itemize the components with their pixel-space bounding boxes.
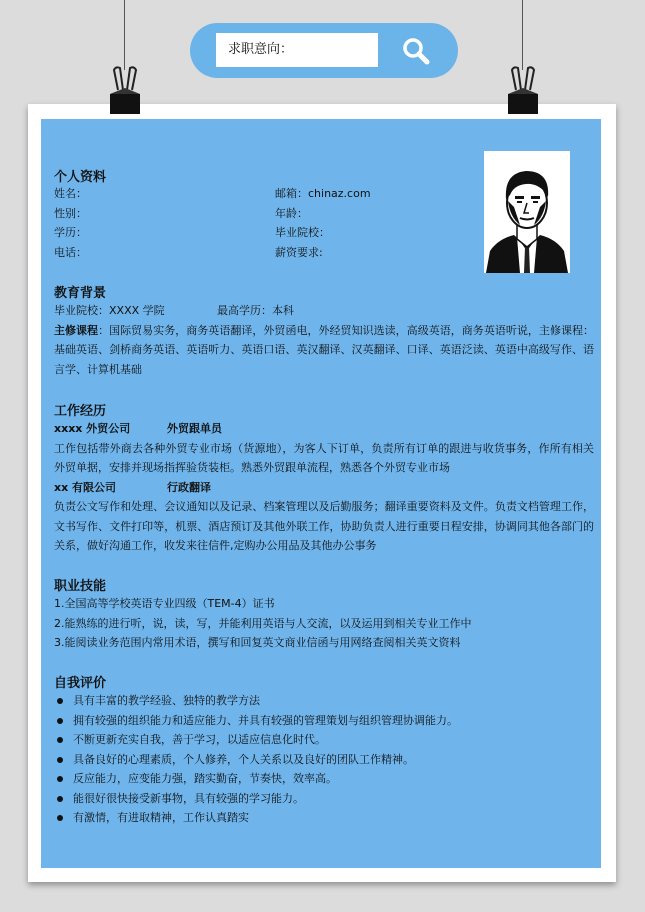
list-item: 能很好很快接受新事物，具有较强的学习能力。	[54, 789, 458, 809]
email-field: 邮箱：chinaz.com	[275, 187, 371, 200]
name-field: 姓名：	[54, 187, 87, 200]
skills-title: 职业技能	[54, 579, 107, 594]
list-item: 拥有较强的组织能力和适应能力、并具有较强的管理策划与组织管理协调能力。	[54, 711, 458, 731]
job-2-description: 负责公文写作和处理、会议通知以及记录、档案管理以及后勤服务；翻译重要资料及文件。负责文档管理工作，文书写作、文件打印等，机票、酒店预订及其他外联工作，协助负责人进行重要日程安排，协调同其他各部门的关系，做好沟通工作，收发来往信件,定购办公用品及其他办公事务	[54, 500, 594, 552]
job-1-company: xxxx 外贸公司	[54, 422, 131, 435]
search-button[interactable]	[396, 32, 436, 70]
self-evaluation-title: 自我评价	[54, 676, 107, 691]
major-courses-text: ：国际贸易实务，商务英语翻译，外贸函电，外经贸知识选读，高级英语，商务英语听说，主修课程：基础英语、剑桥商务英语、英语听力、英语口语、英汉翻译、汉英翻译、口译、英语泛读、英语中高级写作、语言学、计算机基础	[54, 323, 595, 376]
skill-item-1: 1.全国高等学校英语专业四级（TEM-4）证书	[54, 597, 275, 610]
binder-clip-right	[506, 64, 540, 116]
binder-clip-icon	[506, 64, 540, 116]
skill-item-2: 2.能熟练的进行听，说，读，写，并能利用英语与人交流，以及运用到相关专业工作中	[54, 616, 472, 630]
phone-field: 电话：	[54, 245, 87, 259]
personal-info-title: 个人资料	[54, 170, 107, 185]
major-courses	[54, 321, 594, 380]
education-level-field: 学历：	[54, 226, 87, 239]
education-title: 教育背景	[54, 286, 107, 301]
binder-clip-left	[108, 64, 142, 116]
resume-card	[41, 119, 601, 868]
highest-degree: 最高学历：本科	[217, 304, 294, 317]
skill-item-3: 3.能阅读业务范围内常用术语，撰写和回复英文商业信函与用网络查阅相关英文资料	[54, 636, 461, 649]
self-evaluation-list	[54, 691, 458, 828]
gender-field: 性别：	[54, 206, 87, 220]
list-item: 反应能力，应变能力强，踏实勤奋，节奏快，效率高。	[54, 769, 458, 789]
list-item: 有激情，有进取精神，工作认真踏实	[54, 808, 458, 828]
list-item: 具备良好的心理素质，个人修养，个人关系以及良好的团队工作精神。	[54, 750, 458, 770]
job-2-company: xx 有限公司	[54, 480, 117, 494]
list-item: 具有丰富的教学经验、独特的教学方法	[54, 691, 458, 711]
school-field: 毕业院校：	[275, 226, 330, 239]
job-1-description: 工作包括带外商去各种外贸专业市场（货源地），为客人下订单，负责所有订单的跟进与收货事务，作所有相关外贸单据，安排并现场指挥验货装柜。熟悉外贸跟单流程，熟悉各个外贸专业市场	[54, 441, 594, 474]
resume-paper	[28, 104, 616, 882]
search-icon	[396, 32, 436, 70]
graduate-school: 毕业院校：XXXX 学院	[54, 304, 165, 317]
job-intention-input[interactable]: 求职意向：	[216, 33, 378, 67]
job-2-position: 行政翻译	[167, 480, 211, 494]
age-field: 年龄：	[275, 206, 308, 220]
work-experience-title: 工作经历	[54, 404, 107, 419]
hanging-string-left	[124, 0, 125, 70]
salary-field: 薪资要求:	[275, 245, 323, 259]
list-item: 不断更新充实自我，善于学习，以适应信息化时代。	[54, 730, 458, 750]
binder-clip-icon	[108, 64, 142, 116]
portrait-silhouette-icon	[484, 151, 570, 273]
profile-photo	[484, 151, 570, 273]
major-courses-label: 主修课程	[54, 323, 99, 337]
hanging-string-right	[522, 0, 523, 70]
search-bar	[190, 23, 458, 78]
job-1-position: 外贸跟单员	[167, 422, 222, 435]
